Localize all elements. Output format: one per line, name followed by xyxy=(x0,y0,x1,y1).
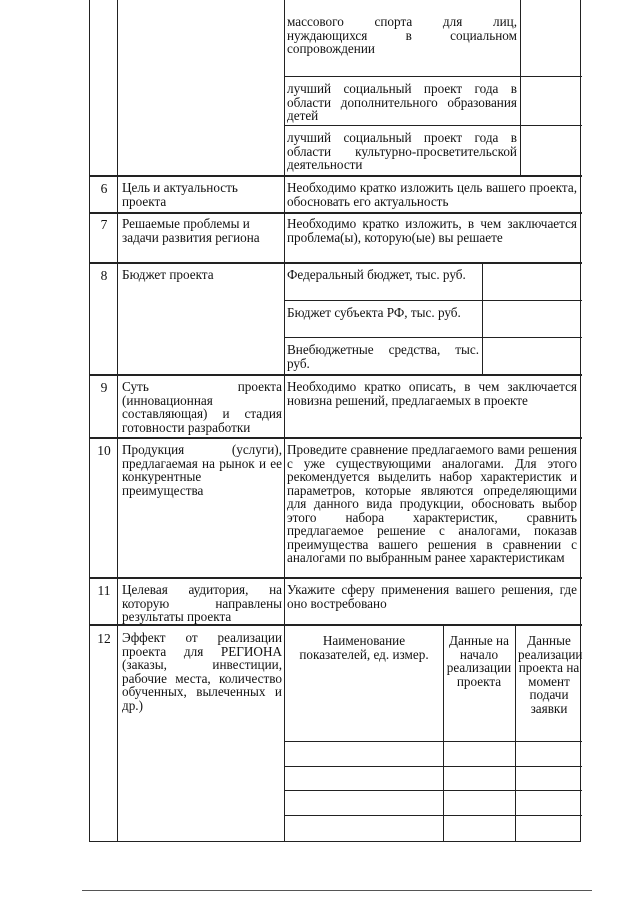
row-number: 6 xyxy=(100,181,108,196)
row5-sub1: массового спорта для лиц, нуждающихся в социальном сопровождении xyxy=(287,14,517,56)
row-label: Целевая аудитория, на которую направлены результаты проекта xyxy=(122,582,282,624)
row-label: Продукция (услуги), предлагаемая на рынок и ее конкурентные преимущества xyxy=(122,442,282,498)
row-label: Бюджет проекта xyxy=(122,267,214,282)
effect-header-start: Данные на начало реализации проекта xyxy=(446,633,512,689)
budget-regional-label: Бюджет субъекта РФ, тыс. руб. xyxy=(287,305,461,320)
row-label: Цель и актуальность проекта xyxy=(122,180,238,209)
page-bottom-rule xyxy=(82,890,592,891)
row-label: Суть проекта (инновационная составляющая) и стадия готовности разработки xyxy=(122,379,282,435)
row5-sub2: лучший социальный проект года в области дополнительного образования детей xyxy=(287,81,517,123)
row-number: 10 xyxy=(97,443,111,458)
row-number: 9 xyxy=(100,380,108,395)
row-number: 11 xyxy=(97,583,111,598)
row-label: Решаемые проблемы и задачи развития региона xyxy=(122,216,260,245)
row5-sub3: лучший социальный проект года в области культурно-просветительской деятельности xyxy=(287,130,517,172)
row-content: Необходимо кратко описать, в чем заключается новизна решений, предлагаемых в проекте xyxy=(287,379,577,408)
budget-federal-label: Федеральный бюджет, тыс. руб. xyxy=(287,267,466,282)
row-label: Эффект от реализации проекта для РЕГИОНА (заказы, инвестиции, рабочие места, количество обученных, вылеченных и др.) xyxy=(122,630,282,713)
row-content: Необходимо кратко изложить цель вашего проекта, обосновать его актуальность xyxy=(287,180,577,209)
row-content: Укажите сферу применения вашего решения, где оно востребовано xyxy=(287,582,577,611)
effect-header-indicators: Наименование показателей, ед. измер. xyxy=(299,633,429,662)
budget-extrabudgetary-label: Внебюджетные средства, тыс. руб. xyxy=(287,342,479,371)
row-number: 8 xyxy=(100,268,108,283)
row-content: Необходимо кратко изложить, в чем заключается проблема(ы), которую(ые) вы решаете xyxy=(287,216,577,245)
application-form-table xyxy=(89,0,581,842)
effect-header-current: Данные реализации проекта на момент подачи заявки xyxy=(518,633,583,716)
row-number: 7 xyxy=(100,217,108,232)
row-content: Проведите сравнение предлагаемого вами решения с уже существующими аналогами. Для этого рекомендуется выделить набор характеристик и параметров, которые являются определяющими для данного вида продукции, обосновать выбор этого набора характеристик, сравнить предлагаемое решение с аналогами, показав преимущества вашего решения в сравнении с аналогами по выбранным ранее характеристикам xyxy=(287,442,577,565)
row-number: 12 xyxy=(97,631,111,646)
